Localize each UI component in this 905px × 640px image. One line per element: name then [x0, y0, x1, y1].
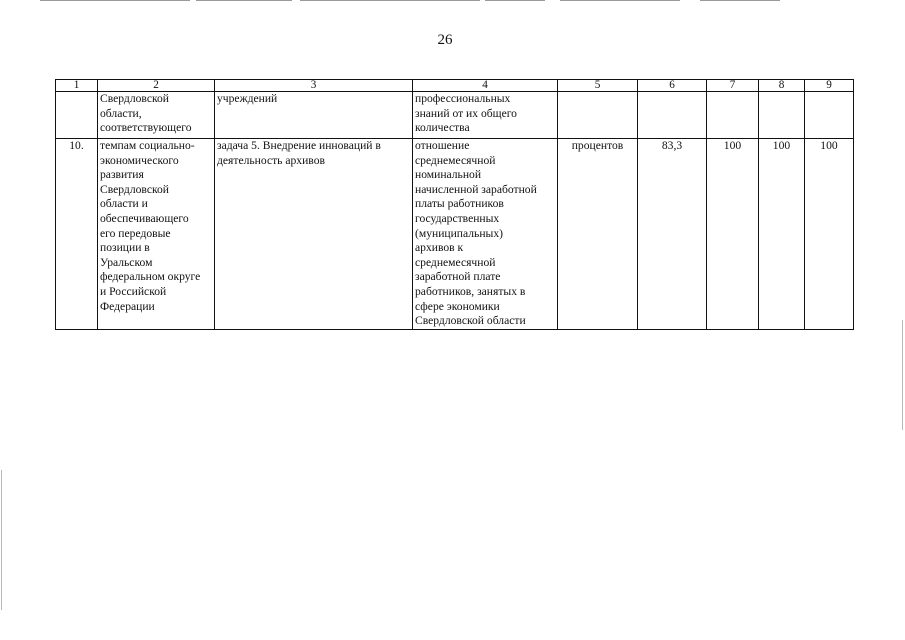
table-row	[56, 92, 854, 139]
value-cell-8: 100	[759, 139, 805, 330]
indicator-table	[55, 79, 854, 330]
goal-cell: темпам социально- экономического развития Свердловской области и обеспечивающего его передовые позиции в Уральском федеральном округе и Российской Федерации	[98, 139, 215, 330]
scan-edge-right	[902, 320, 903, 430]
page-number: 26	[437, 32, 453, 48]
scan-artifact-top-3	[300, 0, 480, 1]
header-cell-7: 7	[707, 80, 759, 92]
scan-artifact-top-6	[700, 0, 780, 1]
indicator-cell: профессиональных знаний от их общего количества	[413, 92, 558, 139]
header-cell-9: 9	[805, 80, 854, 92]
task-cell: задача 5. Внедрение инноваций в деятельность архивов	[215, 139, 413, 330]
unit-cell: процентов	[558, 139, 638, 330]
header-cell-8: 8	[759, 80, 805, 92]
header-row	[56, 80, 854, 92]
scan-artifact-top-2	[196, 0, 292, 1]
scan-artifact-top-4	[485, 0, 545, 1]
indicator-cell: отношение среднемесячной номинальной начисленной заработной платы работников государственных (муниципальных) архивов к среднемесячной заработной плате работников, занятых в сфере экономики Свердловской области	[413, 139, 558, 330]
scan-edge-left	[1, 470, 2, 610]
value-cell-7: 100	[707, 139, 759, 330]
unit-cell	[558, 92, 638, 139]
value-cell-9	[805, 92, 854, 139]
value-cell-6	[638, 92, 707, 139]
header-cell-1: 1	[56, 80, 98, 92]
header-cell-6: 6	[638, 80, 707, 92]
row-number-cell	[56, 92, 98, 139]
value-cell-6: 83,3	[638, 139, 707, 330]
header-cell-4: 4	[413, 80, 558, 92]
goal-cell: Свердловской области, соответствующего	[98, 92, 215, 139]
value-cell-9: 100	[805, 139, 854, 330]
scan-artifact-top-5	[560, 0, 680, 1]
task-cell: учреждений	[215, 92, 413, 139]
header-cell-3: 3	[215, 80, 413, 92]
value-cell-7	[707, 92, 759, 139]
header-cell-5: 5	[558, 80, 638, 92]
table-row	[56, 139, 854, 330]
row-number-cell: 10.	[56, 139, 98, 330]
header-cell-2: 2	[98, 80, 215, 92]
scan-artifact-top-1	[40, 0, 190, 1]
value-cell-8	[759, 92, 805, 139]
